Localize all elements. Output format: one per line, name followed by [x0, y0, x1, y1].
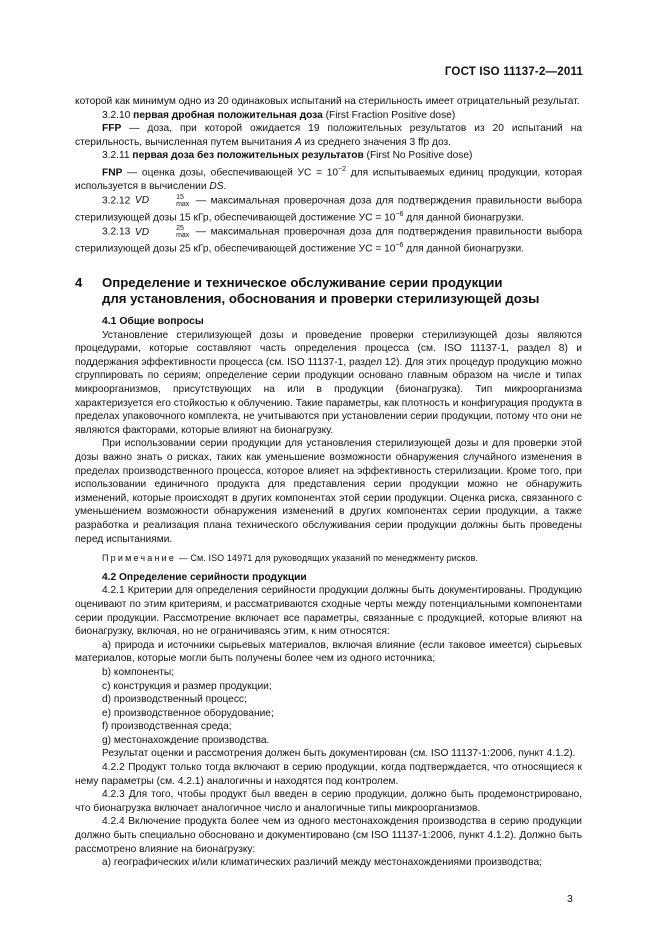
- clause-4-2-4-item-a: а) географических и/или климатических различий между местонахождениями производства;: [102, 857, 542, 869]
- definition-3-2-13: 3.2.13 VD 25 max — максимальная проверочная доза для подтверждения правильности выбора стерилизующей дозы 25 кГр, обеспечивающей достижение УС = $10^{-6}$ для данной бионагрузки.: [75, 224, 582, 255]
- term-ffp: первая дробная положительная доза: [133, 109, 323, 121]
- definition-3-2-10: 3.2.10 первая дробная положительная доза (First Fraction Positive dose): [102, 109, 456, 121]
- paragraph-continued: которой как минимум одно из 20 одинаковых испытаний на стерильность имеет отрицательный результат.: [75, 96, 580, 107]
- clause-4-2-1-result: Результат оценки и рассмотрения должен быть документирован (см. ISO 11137-1:2006, пункт 4.1.2).: [102, 748, 576, 760]
- list-item-d: d) производственный процесс;: [102, 694, 247, 706]
- list-item-a: а) природа и источники сырьевых материалов, включая влияние (если таковое имеется) сырьевых материалов, которые могли быть получены более чем из одного источника;: [75, 639, 582, 665]
- clause-4-2-1: 4.2.1 Критерии для определения серийности продукции должны быть документированы. Продукцию оценивают по этим критериям, и рассматриваются сходные черты между потенциальными компонентами серии продукции. Рассмотрение включает все параметры, связанные с продукцией, которые влияют на бионагрузку, включая, но не ограничиваясь этим, к ним относятся:: [75, 585, 582, 638]
- definition-3-2-12: 3.2.12 VD 15 max — максимальная проверочная доза для подтверждения правильности выбора стерилизующей дозы 15 кГр, обеспечивающей достижение УС = $10^{-6}$ для данной бионагрузки.: [75, 193, 582, 224]
- clause-4-2-4: 4.2.4 Включение продукта более чем из одного местонахождения производства в серию продукции должно быть специально обосновано и документировано (см ISO 11137-1:2006, пункт 4.1.2). Должно быть рассмотрено влияние на бионагрузку:: [75, 816, 582, 855]
- section-4-1-paragraph-1: Установление стерилизующей дозы и проведение проверки стерилизующей дозы являются процедурами, которые составляют часть определения процесса (см. ISO 11137-1, раздел 8) и поддержания эффективности процесса (см. ISO 11137-1, раздел 12). Для этих процедур продукцию можно сгруппировать по сериям; определение серии продукции основано главным образом на числе и типах микроорганизмов, присутствующих на или в продукции (бионагрузка). Тип микроорганизма характеризуется его стойкостью к облучению. Такие параметры, как плотность и конфигурация продукта в пределах упаковочного комплекта, не учитываются при установлении серии продукции, потому что они не являются факторами, которые влияют на бионагрузку.: [75, 329, 582, 436]
- section-4-1-paragraph-2: При использовании серии продукции для установления стерилизующей дозы и для проверки этой дозы важно знать о рисках, таких как уменьшение возможности обнаружения случайного изменения в пределах производственного процесса, которое влияет на эффективность стерилизации. Кроме того, при использовании единичного продукта для представления серии продукции можно не обнаружить изменений, которые происходят в других компонентах этой серии продукции. Оценка риска, связанного с уменьшением возможности обнаружения изменений в других компонентах серии продукции, а также разработка и реализация плана технического обслуживания серии продукции должны быть проведены перед испытаниями.: [75, 438, 582, 545]
- vd15max-symbol: VD 15 max: [134, 193, 190, 208]
- term-fnp: первая доза без положительных результатов: [132, 150, 364, 162]
- definition-ffp-text: FFP — доза, при которой ожидается 19 положительных результатов из 20 испытаний на стерильность, вычисленная путем вычитания A из среднего значения 3 ffp доз.: [75, 123, 582, 148]
- definition-3-2-11: 3.2.11 первая доза без положительных результатов (First No Positive dose): [102, 150, 473, 162]
- list-item-g: g) местонахождение производства.: [102, 734, 270, 746]
- definition-fnp-text: FNP — оценка дозы, обеспечивающей УС = $10^{-2}$ для испытываемых единиц продукции, которая используется в вычислении DS.: [75, 165, 582, 192]
- vd25max-symbol: VD 25 max: [134, 224, 190, 239]
- list-item-e: е) производственное оборудование;: [102, 707, 274, 719]
- list-item-f: f) производственная среда;: [102, 721, 232, 733]
- page-header: ГОСТ ISO 11137-2—2011: [444, 66, 583, 78]
- section-4-2-heading: 4.2 Определение серийности продукции: [102, 571, 307, 583]
- list-item-b: b) компоненты;: [102, 666, 175, 678]
- page-content: [75, 95, 582, 870]
- clause-4-2-2: 4.2.2 Продукт только тогда включают в серию продукции, когда подтверждается, что относящиеся к нему параметры (см. 4.2.1) аналогичны и находятся под контролем.: [75, 762, 582, 787]
- note: Примечание — См. ISO 14971 для руководящих указаний по менеджменту рисков.: [102, 553, 479, 564]
- section-4-1-heading: 4.1 Общие вопросы: [102, 316, 204, 328]
- clause-4-2-3: 4.2.3 Для того, чтобы продукт был введен в серию продукции, должно быть продемонстрировано, что бионагрузка включает аналогичное число и аналогичные типы микроорганизмов.: [75, 789, 582, 814]
- page-number: 3: [567, 893, 573, 905]
- list-item-c: с) конструкция и размер продукции;: [102, 680, 272, 692]
- section-4-heading: 4 Определение и техническое обслуживание серии продукции для установления, обоснования и проверки стерилизующей дозы: [75, 275, 540, 307]
